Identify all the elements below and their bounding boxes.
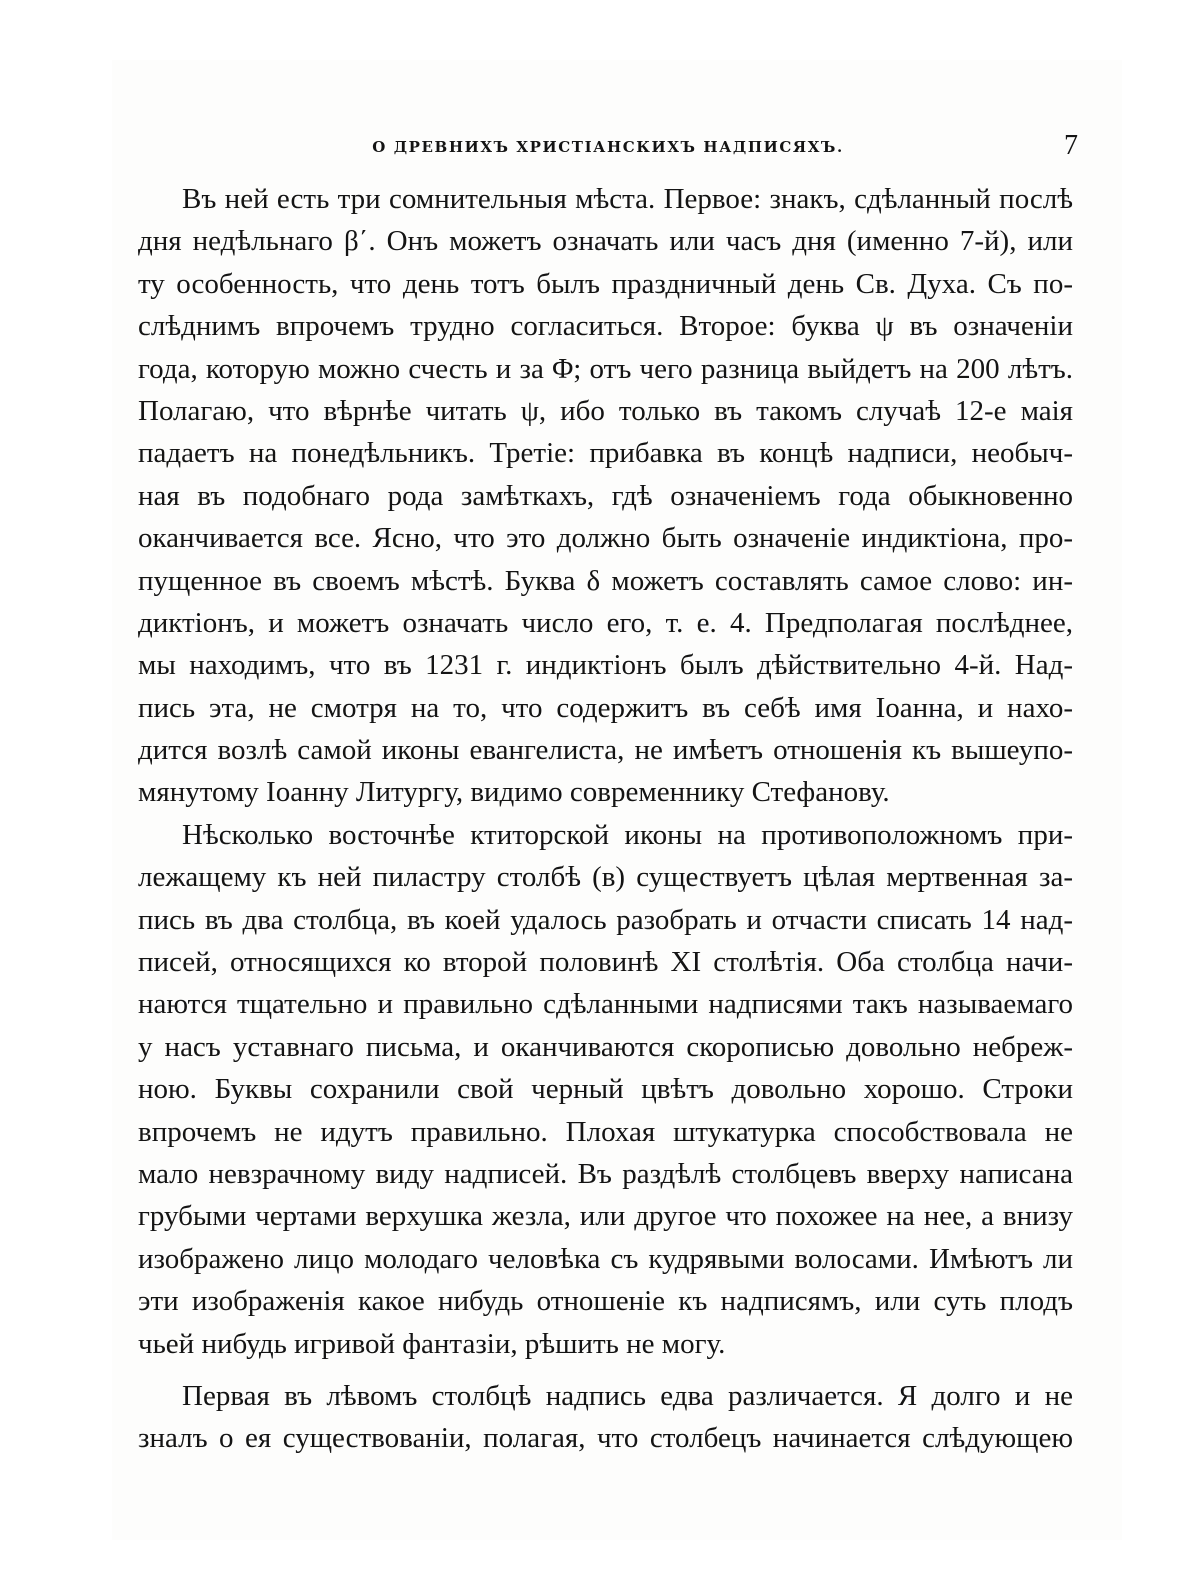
text-line: писей, относящихся ко второй половинѣ XI столѣтія. Оба столбца начи- [138, 946, 1073, 979]
text-line: наются тщательно и правильно сдѣланными надписями такъ называемаго [138, 988, 1073, 1021]
text-line: дня недѣльнаго β΄. Онъ можетъ означать или часъ дня (именно 7-й), или [138, 225, 1073, 258]
text-line: чьей нибудь игривой фантазіи, рѣшить не могу. [138, 1327, 726, 1360]
text-line: эти изображенія какое нибудь отношеніе къ надписямъ, или суть плодъ [138, 1285, 1073, 1318]
text-line: оканчивается все. Ясно, что это должно быть означеніе индиктіона, про- [138, 522, 1073, 555]
body-text [138, 178, 1073, 1460]
text-line: Въ ней есть три сомнительныя мѣста. Первое: знакъ, сдѣланный послѣ [182, 183, 1073, 215]
text-line: слѣднимъ впрочемъ трудно согласиться. Второе: буква ψ въ означеніи [138, 310, 1073, 343]
text-line: дится возлѣ самой иконы евангелиста, не имѣетъ отношенія къ вышеупо- [138, 734, 1073, 767]
page-number: 7 [1064, 130, 1078, 161]
text-line: мало невзрачному виду надписей. Въ раздѣлѣ столбцевъ вверху написана [138, 1157, 1073, 1190]
text-line: ная въ подобнаго рода замѣткахъ, гдѣ означеніемъ года обыкновенно [138, 479, 1073, 512]
text-line: Полагаю, что вѣрнѣе читать ψ, ибо только въ такомъ случаѣ 12-е маія [138, 394, 1073, 427]
text-line: зналъ о ея существованіи, полагая, что столбецъ начинается слѣдующею [138, 1422, 1073, 1455]
text-line: лежащему къ ней пиластру столбѣ (в) существуетъ цѣлая мертвенная за- [138, 861, 1073, 894]
paragraph-2 [138, 814, 1073, 1365]
text-line: диктіонъ, и можетъ означать число его, т. е. 4. Предполагая послѣднее, [138, 606, 1073, 639]
text-line: падаетъ на понедѣльникъ. Третіе: прибавка въ концѣ надписи, необыч- [138, 437, 1073, 470]
text-line: пись въ два столбца, въ коей удалось разобрать и отчасти списать 14 над- [138, 903, 1073, 936]
text-line: года, которую можно счесть и за Φ; отъ чего разница выйдетъ на 200 лѣтъ. [138, 352, 1073, 385]
running-head [138, 130, 1078, 164]
paragraph-3 [138, 1375, 1073, 1460]
running-title: О ДРЕВНИХЪ ХРИСТІАНСКИХЪ НАДПИСЯХЪ. [372, 138, 844, 156]
text-line: впрочемъ не идутъ правильно. Плохая штукатурка способствовала не [138, 1115, 1073, 1148]
paragraph-gap [138, 1365, 1073, 1375]
text-line: пись эта, не смотря на то, что содержитъ въ себѣ имя Іоанна, и нахо- [138, 691, 1073, 724]
text-line: пущенное въ своемъ мѣстѣ. Буква δ можетъ составлять самое слово: ин- [138, 564, 1073, 597]
text-line: Первая въ лѣвомъ столбцѣ надпись едва различается. Я долго и не [182, 1379, 1073, 1412]
text-line: Нѣсколько восточнѣе ктиторской иконы на противоположномъ при- [182, 818, 1073, 851]
text-line: ною. Буквы сохранили свой черный цвѣтъ довольно хорошо. Строки [138, 1073, 1073, 1106]
text-line: мы находимъ, что въ 1231 г. индиктіонъ былъ дѣйствительно 4-й. Над- [138, 649, 1073, 682]
text-line: грубыми чертами верхушка жезла, или другое что похожее на нее, а внизу [138, 1200, 1073, 1233]
text-line: у насъ уставнаго письма, и оканчиваются скорописью довольно небреж- [138, 1030, 1073, 1063]
text-line: ту особенность, что день тотъ былъ праздничный день Св. Духа. Съ по- [138, 267, 1073, 300]
text-line: изображено лицо молодаго человѣка съ кудрявыми волосами. Имѣютъ ли [138, 1242, 1073, 1275]
text-line: мянутому Іоанну Литургу, видимо современнику Стефанову. [138, 776, 890, 809]
paragraph-1 [138, 178, 1073, 814]
